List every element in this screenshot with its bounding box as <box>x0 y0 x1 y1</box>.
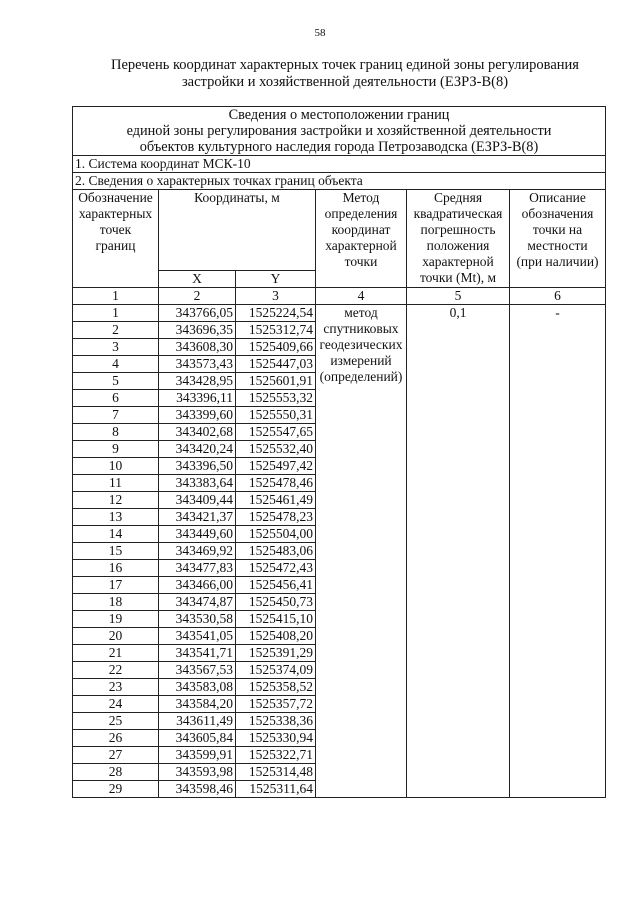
y-coordinate-cell: 1525550,31 <box>236 407 316 424</box>
y-coordinate-cell: 1525330,94 <box>236 730 316 747</box>
point-number-cell: 25 <box>73 713 159 730</box>
y-coordinate-cell: 1525311,64 <box>236 781 316 798</box>
header-desc-line: местности <box>527 238 588 253</box>
x-coordinate-cell: 343605,84 <box>159 730 236 747</box>
x-coordinate-cell: 343383,64 <box>159 475 236 492</box>
x-coordinate-cell: 343766,05 <box>159 305 236 322</box>
point-number-cell: 22 <box>73 662 159 679</box>
x-coordinate-cell: 343399,60 <box>159 407 236 424</box>
y-coordinate-cell: 1525358,52 <box>236 679 316 696</box>
coordinates-table <box>72 106 606 798</box>
point-number-cell: 3 <box>73 339 159 356</box>
x-coordinate-cell: 343396,11 <box>159 390 236 407</box>
y-coordinate-cell: 1525478,46 <box>236 475 316 492</box>
col-number-3: 3 <box>236 288 316 305</box>
x-coordinate-cell: 343593,98 <box>159 764 236 781</box>
y-coordinate-cell: 1525504,00 <box>236 526 316 543</box>
point-number-cell: 17 <box>73 577 159 594</box>
header-point-designation <box>73 190 159 288</box>
point-number-cell: 6 <box>73 390 159 407</box>
point-number-cell: 24 <box>73 696 159 713</box>
x-coordinate-cell: 343469,92 <box>159 543 236 560</box>
x-coordinate-cell: 343420,24 <box>159 441 236 458</box>
y-coordinate-cell: 1525553,32 <box>236 390 316 407</box>
y-coordinate-cell: 1525322,71 <box>236 747 316 764</box>
header-desc-line: обозначения <box>521 206 594 221</box>
error-cell: 0,1 <box>407 305 510 798</box>
header-desc-line: точки на <box>532 222 583 237</box>
y-coordinate-cell: 1525374,09 <box>236 662 316 679</box>
point-number-cell: 2 <box>73 322 159 339</box>
x-coordinate-cell: 343421,37 <box>159 509 236 526</box>
point-number-cell: 19 <box>73 611 159 628</box>
header-coordinates: Координаты, м <box>159 190 316 271</box>
point-number-cell: 23 <box>73 679 159 696</box>
x-coordinate-cell: 343409,44 <box>159 492 236 509</box>
point-number-cell: 1 <box>73 305 159 322</box>
col-number-5: 5 <box>407 288 510 305</box>
x-coordinate-cell: 343428,95 <box>159 373 236 390</box>
x-coordinate-cell: 343474,87 <box>159 594 236 611</box>
section-points-info: 2. Сведения о характерных точках границ объекта <box>73 173 606 190</box>
header-method-line: Метод <box>342 190 380 205</box>
y-coordinate-cell: 1525532,40 <box>236 441 316 458</box>
title-line-1: Перечень координат характерных точек границ единой зоны регулирования <box>111 57 579 73</box>
x-coordinate-cell: 343611,49 <box>159 713 236 730</box>
section-coordinate-system: 1. Система координат МСК-10 <box>73 156 606 173</box>
point-number-cell: 27 <box>73 747 159 764</box>
document-title <box>95 57 595 91</box>
x-coordinate-cell: 343583,08 <box>159 679 236 696</box>
point-number-cell: 15 <box>73 543 159 560</box>
header-method-line: координат <box>331 222 391 237</box>
header-method <box>316 190 407 288</box>
point-number-cell: 5 <box>73 373 159 390</box>
point-number-cell: 7 <box>73 407 159 424</box>
y-coordinate-cell: 1525450,73 <box>236 594 316 611</box>
x-coordinate-cell: 343530,58 <box>159 611 236 628</box>
x-coordinate-cell: 343598,46 <box>159 781 236 798</box>
header-description <box>510 190 606 288</box>
y-coordinate-cell: 1525601,91 <box>236 373 316 390</box>
method-line: геодезических <box>319 337 403 352</box>
header-error-line: точки (Mt), м <box>419 270 497 285</box>
point-number-cell: 10 <box>73 458 159 475</box>
method-line: метод <box>344 305 378 320</box>
col-number-2: 2 <box>159 288 236 305</box>
col-number-6: 6 <box>510 288 606 305</box>
x-coordinate-cell: 343584,20 <box>159 696 236 713</box>
y-coordinate-cell: 1525391,29 <box>236 645 316 662</box>
y-coordinate-cell: 1525497,42 <box>236 458 316 475</box>
y-coordinate-cell: 1525472,43 <box>236 560 316 577</box>
header-error-line: погрешность <box>420 222 496 237</box>
header-method-line: определения <box>324 206 398 221</box>
point-number-cell: 29 <box>73 781 159 798</box>
header-point-line: Обозначение <box>78 190 153 205</box>
header-method-line: характерной <box>325 238 397 253</box>
point-number-cell: 14 <box>73 526 159 543</box>
point-number-cell: 18 <box>73 594 159 611</box>
header-x: X <box>159 271 236 288</box>
y-coordinate-cell: 1525224,54 <box>236 305 316 322</box>
info-header-line-2: единой зоны регулирования застройки и хозяйственной деятельности <box>126 123 552 139</box>
x-coordinate-cell: 343567,53 <box>159 662 236 679</box>
y-coordinate-cell: 1525338,36 <box>236 713 316 730</box>
info-header <box>73 107 606 156</box>
header-error-line: положения <box>426 238 490 253</box>
y-coordinate-cell: 1525409,66 <box>236 339 316 356</box>
info-header-line-1: Сведения о местоположении границ <box>228 107 450 123</box>
x-coordinate-cell: 343477,83 <box>159 560 236 577</box>
col-number-1: 1 <box>73 288 159 305</box>
table-row <box>73 305 606 322</box>
method-cell <box>316 305 407 798</box>
point-number-cell: 12 <box>73 492 159 509</box>
y-coordinate-cell: 1525547,65 <box>236 424 316 441</box>
header-desc-line: (при наличии) <box>516 254 599 269</box>
header-error-line: характерной <box>422 254 494 269</box>
x-coordinate-cell: 343541,71 <box>159 645 236 662</box>
header-error-line: Средняя <box>433 190 483 205</box>
point-number-cell: 20 <box>73 628 159 645</box>
point-number-cell: 11 <box>73 475 159 492</box>
x-coordinate-cell: 343696,35 <box>159 322 236 339</box>
header-point-line: характерных <box>78 206 153 221</box>
point-number-cell: 9 <box>73 441 159 458</box>
x-coordinate-cell: 343402,68 <box>159 424 236 441</box>
y-coordinate-cell: 1525447,03 <box>236 356 316 373</box>
y-coordinate-cell: 1525483,06 <box>236 543 316 560</box>
header-error-line: квадратическая <box>413 206 503 221</box>
col-number-4: 4 <box>316 288 407 305</box>
x-coordinate-cell: 343573,43 <box>159 356 236 373</box>
page-number: 58 <box>314 27 326 39</box>
y-coordinate-cell: 1525408,20 <box>236 628 316 645</box>
title-line-2: застройки и хозяйственной деятельности (ЕЗРЗ-В(8) <box>181 74 509 90</box>
header-method-line: точки <box>344 254 378 269</box>
y-coordinate-cell: 1525415,10 <box>236 611 316 628</box>
point-number-cell: 4 <box>73 356 159 373</box>
header-point-line: точек <box>99 222 132 237</box>
point-number-cell: 13 <box>73 509 159 526</box>
point-number-cell: 16 <box>73 560 159 577</box>
description-cell: - <box>510 305 606 798</box>
header-point-line: границ <box>95 238 136 253</box>
point-number-cell: 8 <box>73 424 159 441</box>
header-error <box>407 190 510 288</box>
point-number-cell: 28 <box>73 764 159 781</box>
x-coordinate-cell: 343541,05 <box>159 628 236 645</box>
x-coordinate-cell: 343466,00 <box>159 577 236 594</box>
y-coordinate-cell: 1525456,41 <box>236 577 316 594</box>
y-coordinate-cell: 1525357,72 <box>236 696 316 713</box>
x-coordinate-cell: 343396,50 <box>159 458 236 475</box>
header-y: Y <box>236 271 316 288</box>
info-header-line-3: объектов культурного наследия города Петрозаводска (ЕЗРЗ-В(8) <box>139 139 539 155</box>
method-line: (определений) <box>319 369 403 384</box>
header-desc-line: Описание <box>529 190 586 205</box>
x-coordinate-cell: 343608,30 <box>159 339 236 356</box>
y-coordinate-cell: 1525314,48 <box>236 764 316 781</box>
y-coordinate-cell: 1525312,74 <box>236 322 316 339</box>
y-coordinate-cell: 1525461,49 <box>236 492 316 509</box>
x-coordinate-cell: 343449,60 <box>159 526 236 543</box>
point-number-cell: 26 <box>73 730 159 747</box>
y-coordinate-cell: 1525478,23 <box>236 509 316 526</box>
point-number-cell: 21 <box>73 645 159 662</box>
x-coordinate-cell: 343599,91 <box>159 747 236 764</box>
method-line: спутниковых <box>323 321 399 336</box>
method-line: измерений <box>330 353 392 368</box>
